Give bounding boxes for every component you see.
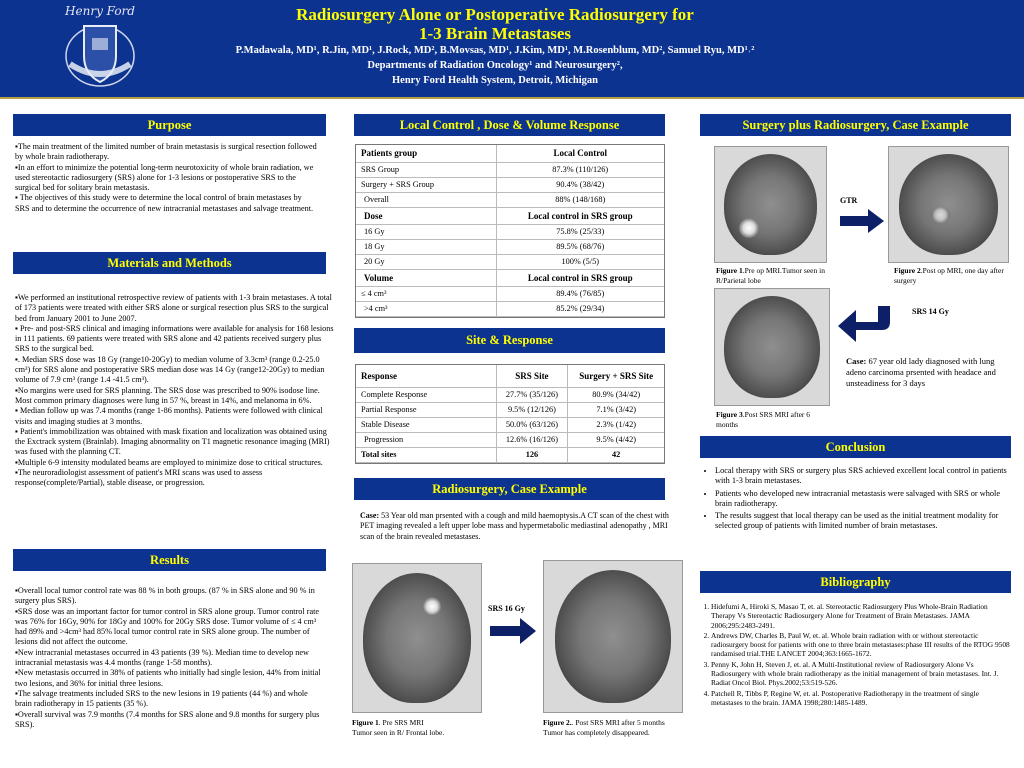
table-cell: >4 cm³ bbox=[356, 301, 496, 316]
brain-scan bbox=[899, 154, 999, 255]
purpose-item: ▪In an effort to minimize the potential long-term neurotoxicity of whole brain radiation, we used stereotactic radiosurgery (SRS) alone for 1-3 lesions or postoperative SRS to the surgical bed for solitary brain metastasis. bbox=[15, 162, 314, 193]
results-item: ▪Overall survival was 7.9 months (7.4 months for SRS alone and 9.8 months for surgery plus SRS). bbox=[15, 709, 320, 729]
figure-label: Figure 2. bbox=[543, 718, 572, 727]
conclusion-text bbox=[702, 466, 1010, 534]
purpose-heading: Purpose bbox=[13, 114, 326, 136]
table-row bbox=[356, 432, 664, 447]
table-row bbox=[356, 417, 664, 432]
right-arrow-icon bbox=[838, 208, 886, 234]
mri-image-postop bbox=[888, 146, 1009, 263]
rs-case-text bbox=[360, 511, 680, 542]
table-row bbox=[356, 177, 664, 192]
conclusion-heading: Conclusion bbox=[700, 436, 1011, 458]
bibliography-item: 2. Andrews DW, Charles B, Paul W, et. al. Whole brain radiation with or without stereotactic radiosurgery boost for patients with one to three brain metastases:phase III results of the RTOG 9508 randamised trial.THE LANCET 2004;363:1665-1672. bbox=[711, 631, 1010, 659]
henry-ford-logo bbox=[58, 4, 142, 92]
table-cell: 89.5% (68/76) bbox=[496, 239, 664, 254]
table-cell: 50.0% (63/126) bbox=[496, 417, 568, 432]
table-cell: ≤ 4 cm³ bbox=[356, 286, 496, 301]
table-cell: 90.4% (38/42) bbox=[496, 177, 664, 192]
table-cell: 85.2% (29/34) bbox=[496, 301, 664, 316]
institution-line: Henry Ford Health System, Detroit, Michigan bbox=[392, 75, 598, 86]
table-cell: 126 bbox=[496, 447, 568, 462]
table-cell: Overall bbox=[356, 192, 496, 207]
methods-item: ▪ Median follow up was 7.4 months (range 1-86 months). Patients were followed with clinical visits and imaging studies at 3 months. bbox=[15, 406, 323, 426]
case-description: 53 Year old man prsented with a cough and mild haemoptysis.A CT scan of the chest with PET imaging revealed a left upper lobe mass and hypermetabolic mediastinal adenopathy , MRI scan of the brain revealed metastases. bbox=[360, 511, 669, 541]
results-item: ▪The salvage treatments included SRS to the new lesions in 19 patients (44 %) and whole brain radiotherapy in 15 patients (35 %). bbox=[15, 688, 308, 709]
rs-case-heading: Radiosurgery, Case Example bbox=[354, 478, 665, 500]
table-row bbox=[356, 301, 664, 316]
srs-14gy-label: SRS 14 Gy bbox=[912, 307, 949, 316]
case-label: Case: bbox=[360, 511, 380, 520]
table-cell: Partial Response bbox=[356, 402, 496, 417]
srs-16gy-label: SRS 16 Gy bbox=[488, 604, 525, 613]
table-row bbox=[356, 207, 664, 224]
table-header-cell: Volume bbox=[356, 269, 496, 286]
table-cell: 9.5% (4/42) bbox=[568, 432, 664, 447]
table-header-cell: Local Control bbox=[496, 145, 664, 162]
table-row bbox=[356, 387, 664, 402]
mri-image-preop bbox=[714, 146, 827, 263]
poster-title-line1: Radiosurgery Alone or Postoperative Radiosurgery for bbox=[296, 5, 694, 24]
methods-text bbox=[15, 293, 335, 489]
conclusion-item: • Patients who developed new intracranial metastasis were salvaged with SRS or whole brain radiotherapy. bbox=[715, 489, 1010, 510]
table-header-cell: SRS Site bbox=[496, 365, 568, 387]
table-row bbox=[356, 447, 664, 462]
purpose-item: ▪ The objectives of this study were to determine the local control of brain metastases by SRS and to determine the occurrence of new intracranial metastases and salvage treatment. bbox=[15, 193, 314, 213]
table-row bbox=[356, 365, 664, 387]
local-control-table bbox=[355, 144, 665, 318]
methods-item: ▪Multiple 6-9 intensity modulated beams are employed to minimize dose to critical structures. bbox=[15, 457, 323, 467]
purpose-text bbox=[15, 142, 317, 214]
site-response-table bbox=[355, 364, 665, 464]
table-row bbox=[356, 269, 664, 286]
table-cell: 88% (148/168) bbox=[496, 192, 664, 207]
brain-scan bbox=[363, 573, 471, 703]
brain-scan bbox=[724, 296, 820, 398]
table-cell: 27.7% (35/126) bbox=[496, 387, 568, 402]
header-divider bbox=[0, 97, 1024, 99]
table-row bbox=[356, 239, 664, 254]
conclusion-item: • Local therapy with SRS or surgery plus SRS achieved excellent local control in patients with 1-3 brain metastases. bbox=[715, 466, 1010, 487]
methods-item: ▪ Pre- and post-SRS clinical and imaging informations were available for analysis for 168 lesions in 111 patients. 69 patients were treated with SRS alone and 42 patients received surgery plus SRS to the surgical bed. bbox=[15, 323, 334, 354]
figure-text: Tumor has completely disappeared. bbox=[543, 727, 650, 737]
fig2-caption bbox=[543, 718, 703, 737]
figure-text: .Pre op MRI.Tumor seen in R/Parietal lobe bbox=[716, 266, 825, 285]
figure-label: Figure 2 bbox=[894, 266, 921, 275]
table-row bbox=[356, 224, 664, 239]
poster-header bbox=[0, 0, 1024, 97]
department-line: Departments of Radiation Oncology¹ and Neurosurgery², bbox=[367, 60, 623, 71]
bibliography-item: 1. Hidefumi A, Hiroki S, Masao T, et. al. Stereotactic Radiosurgery Plus Whole-Brain Radiation Therapy Vs Stereotactic Radiosurgery Alone for Treatment of Brain Metastases. JAMA 2006;295:2483-2491. bbox=[711, 602, 1010, 630]
table-header-cell: Dose bbox=[356, 207, 496, 224]
fig3-caption bbox=[716, 410, 826, 429]
table-row bbox=[356, 254, 664, 269]
table-cell: 100% (5/5) bbox=[496, 254, 664, 269]
case-description: 67 year old lady diagnosed with lung adeno carcinoma prsented with headace and unsteadiness for 3 days bbox=[846, 356, 996, 388]
title-block bbox=[170, 5, 820, 88]
table-cell: 16 Gy bbox=[356, 224, 496, 239]
purpose-item: ▪The main treatment of the limited number of brain metastasis is surgical resection followed by whole brain radiotherapy. bbox=[15, 142, 317, 162]
right-arrow-icon bbox=[488, 616, 538, 646]
table-row bbox=[356, 162, 664, 177]
table-header-cell: Surgery + SRS Site bbox=[568, 365, 664, 387]
methods-item: ▪. Median SRS dose was 18 Gy (range10-20Gy) to median volume of 3.3cm³ (range 0.2-25.0 cm³) for SRS alone and postoperative SRS median dose was 14 Gy (range12-20Gy) to median volume of 7.9 cm³ (range 1.4 -41.5 cm³). bbox=[15, 354, 325, 385]
surg-case-heading: Surgery plus Radiosurgery, Case Example bbox=[700, 114, 1011, 136]
table-cell: 12.6% (16/126) bbox=[496, 432, 568, 447]
case-label: Case: bbox=[846, 356, 867, 366]
fig1-caption bbox=[716, 266, 826, 285]
table-cell: Progression bbox=[356, 432, 496, 447]
methods-item: ▪We performed an institutional retrospective review of patients with 1-3 brain metastases. A total of 173 patients were treated with either SRS alone or surgical resection plus SRS to the surgical bed from January 2001 to June 2007. bbox=[15, 293, 332, 323]
mri-image-post-srs bbox=[714, 288, 830, 406]
methods-item: ▪No margins were used for SRS planning. The SRS dose was prescribed to 90% isodose line. Most common primary diagnoses were lung in 57 %, breast in 14%, and melanoma in 6%. bbox=[15, 385, 320, 405]
site-response-heading: Site & Response bbox=[354, 328, 665, 353]
table-row bbox=[356, 145, 664, 162]
table-cell: Stable Disease bbox=[356, 417, 496, 432]
table-cell: 2.3% (1/42) bbox=[568, 417, 664, 432]
results-heading: Results bbox=[13, 549, 326, 571]
table-cell: Surgery + SRS Group bbox=[356, 177, 496, 192]
logo-script-text: Henry Ford bbox=[65, 4, 135, 18]
table-row bbox=[356, 192, 664, 207]
bibliography-heading: Bibliography bbox=[700, 571, 1011, 593]
figure-label: Figure 1 bbox=[352, 718, 379, 727]
table-cell: 20 Gy bbox=[356, 254, 496, 269]
bibliography-item: 4. Patchell R, Tibbs P, Regine W, et. al. Postoperative Radiotherapy in the treatment of single metastases to the brain. JAMA 1998;280:1485-1489. bbox=[711, 689, 1010, 708]
table-header-cell: Patients group bbox=[356, 145, 496, 162]
surg-case-text bbox=[846, 356, 1011, 389]
figure-text: Tumor seen in R/ Frontal lobe. bbox=[352, 727, 445, 737]
mri-image-pre-srs bbox=[352, 563, 482, 713]
results-item: ▪New metastasis occurred in 38% of patients who initially had single lesion, 44% from initial two lesions, and 36% for initial three lesions. bbox=[15, 668, 321, 688]
table-cell: 7.1% (3/42) bbox=[568, 402, 664, 417]
results-text bbox=[15, 586, 325, 730]
methods-item: ▪The neuroradiologist assessment of patient's MRI scans was used to assess response(complete/Partial), stable disease, or progression. bbox=[15, 468, 263, 488]
bibliography-item: 3. Penny K, John H, Steven J, et. al. A Multi-Institutional review of Radiosurgery Alone Vs Radiosurgery with whole brain radiotherapy as the initial management of brain metastases. Int. J. Radiat Oncol Biol. Phys.2002;53:519-526. bbox=[711, 660, 1010, 688]
authors-line: P.Madawala, MD¹, R.Jin, MD¹, J.Rock, MD², B.Movsas, MD¹, J.Kim, MD¹, M.Rosenblum, MD², Samuel Ryu, MD¹˒² bbox=[235, 45, 755, 56]
fig1-caption bbox=[352, 718, 532, 737]
surgical-cavity bbox=[931, 207, 950, 223]
brain-scan bbox=[724, 154, 817, 255]
conclusion-item: • The results suggest that local therapy can be used as the initial treatment modality for selected group of patients with limited number of brain metastases. bbox=[715, 511, 1010, 532]
figure-label: Figure 1 bbox=[716, 266, 743, 275]
table-cell: Complete Response bbox=[356, 387, 496, 402]
tumor-lesion bbox=[423, 597, 441, 616]
figure-text: . Post SRS MRI after 5 months bbox=[571, 718, 665, 727]
table-cell: Total sites bbox=[356, 447, 496, 462]
table-cell: 87.3% (110/126) bbox=[496, 162, 664, 177]
poster-title-line2: 1-3 Brain Metastases bbox=[418, 24, 572, 43]
table-row bbox=[356, 286, 664, 301]
table-header-cell: Local control in SRS group bbox=[496, 269, 664, 286]
methods-heading: Materials and Methods bbox=[13, 252, 326, 274]
figure-text: . Pre SRS MRI bbox=[378, 718, 424, 727]
table-header-cell: Response bbox=[356, 365, 496, 387]
table-cell: 9.5% (12/126) bbox=[496, 402, 568, 417]
table-cell: 18 Gy bbox=[356, 239, 496, 254]
figure-label: Figure 3 bbox=[716, 410, 743, 419]
local-control-heading: Local Control , Dose & Volume Response bbox=[354, 114, 665, 136]
figure-text: .Post op MRI, one day after surgery bbox=[894, 266, 1004, 285]
table-cell: 80.9% (34/42) bbox=[568, 387, 664, 402]
results-item: ▪Overall local tumor control rate was 88 % in both groups. (87 % in SRS alone and 90 % in surgery plus SRS). bbox=[15, 586, 315, 606]
methods-item: ▪ Patient's immobilization was obtained with mask fixation and localization was obtained using the Exctrack system (Brainlab). Imaging abnormality on T1 magnetic resonance imaging (MRI) was fused with the planning CT. bbox=[15, 426, 330, 457]
curved-arrow-icon bbox=[834, 300, 894, 350]
bibliography-text bbox=[700, 602, 1010, 708]
table-cell: SRS Group bbox=[356, 162, 496, 177]
brain-scan bbox=[555, 570, 671, 703]
table-cell: 75.8% (25/33) bbox=[496, 224, 664, 239]
mri-image-post-srs bbox=[543, 560, 683, 713]
gtr-label: GTR bbox=[840, 196, 858, 205]
results-item: ▪SRS dose was an important factor for tumor control in SRS alone group. Tumor control rate was 76% for 16Gy, 90% for 18Gy and 100% for 20Gy SRS dose. Tumor volume of ≤ 4 cm³ had 89% and >4cm³ had 85% local tumor control rate in SRS alone group. The number of lesions did not affect the outcome. bbox=[15, 606, 319, 647]
table-row bbox=[356, 402, 664, 417]
results-item: ▪New intracranial metastases occurred in 43 patients (39 %). Median time to develop new intracranial metastasis was 4.4 months (range 1-58 months). bbox=[15, 647, 309, 668]
figure-text: .Post SRS MRI after 6 months bbox=[716, 410, 811, 429]
fig2-caption bbox=[894, 266, 1004, 285]
table-cell: 89.4% (76/85) bbox=[496, 286, 664, 301]
table-cell: 42 bbox=[568, 447, 664, 462]
table-header-cell: Local control in SRS group bbox=[496, 207, 664, 224]
